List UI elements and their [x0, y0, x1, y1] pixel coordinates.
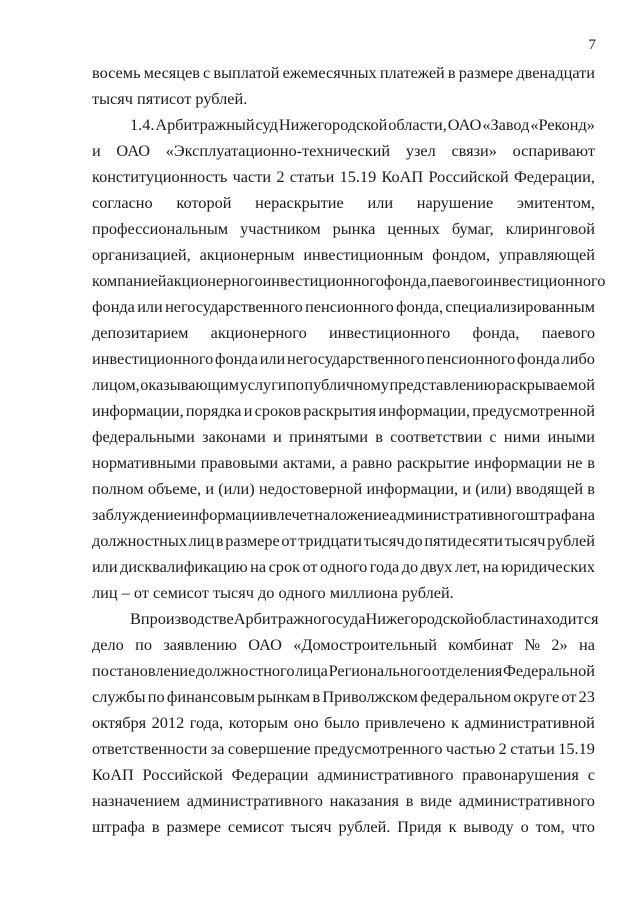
- text-line: [92, 452, 595, 474]
- word: заблуждение: [92, 505, 181, 524]
- word: фонда: [92, 297, 135, 316]
- page-number: 7: [588, 37, 596, 53]
- word: двенадцати: [516, 63, 595, 82]
- word: о: [520, 817, 529, 836]
- word: ответственности: [92, 739, 208, 758]
- word: КоАП: [381, 167, 424, 186]
- word: негосударственного: [287, 349, 425, 368]
- text-line: [92, 660, 595, 682]
- word: штрафа: [92, 817, 145, 836]
- word: 15.19: [558, 739, 595, 758]
- word: 23: [578, 687, 595, 706]
- word: лиц: [188, 531, 215, 550]
- word: размере: [225, 531, 280, 550]
- word: выплатой: [213, 63, 280, 82]
- word: фонда,: [472, 323, 520, 342]
- word: 2012: [151, 713, 185, 732]
- word: акционерного: [210, 323, 307, 342]
- word: клиринговой: [505, 219, 595, 238]
- word: информации,: [366, 479, 459, 498]
- word: или: [92, 557, 118, 576]
- word: влечет: [269, 505, 314, 524]
- text-line: [92, 374, 595, 396]
- word: депозитарием: [92, 323, 189, 342]
- text-line: [92, 192, 595, 214]
- word: либо: [561, 349, 595, 368]
- word: восемь: [92, 63, 141, 82]
- word: 15.19: [339, 167, 377, 186]
- word: месяцев: [143, 63, 200, 82]
- word: Арбитражного: [233, 609, 336, 628]
- word: ОАО: [447, 115, 482, 134]
- word: на: [250, 557, 267, 576]
- word: части: [232, 167, 272, 186]
- word: в: [405, 791, 414, 810]
- word: актами,: [282, 453, 336, 472]
- word: порядка: [185, 401, 242, 420]
- text-line: [92, 140, 595, 162]
- word: пенсионного: [426, 349, 516, 368]
- word: ОАО: [116, 141, 151, 160]
- word: платежей: [379, 63, 445, 82]
- word: представлению: [389, 375, 496, 394]
- word: недостоверной: [258, 479, 363, 498]
- word: Российской: [142, 765, 223, 784]
- word: согласно: [92, 193, 153, 212]
- word: штрафа: [525, 505, 579, 524]
- word: 2: [498, 739, 507, 758]
- word: размере: [458, 63, 514, 82]
- word: фондом,: [432, 245, 491, 264]
- word: объеме,: [147, 479, 202, 498]
- word: административной: [464, 713, 595, 732]
- word: в: [151, 817, 160, 836]
- text-line: тысяч пятисот рублей.: [92, 89, 248, 108]
- word: было: [324, 713, 360, 732]
- word: размере: [166, 817, 221, 836]
- word: года: [369, 557, 400, 576]
- word: по: [147, 687, 165, 706]
- word: том,: [535, 817, 565, 836]
- word: должностного: [196, 661, 295, 680]
- word: с: [489, 427, 497, 446]
- text-line: [92, 62, 595, 84]
- word: паевого: [541, 323, 595, 342]
- word: наказания: [329, 791, 400, 810]
- word: инвестиционного: [92, 349, 214, 368]
- word: которым: [228, 713, 289, 732]
- word: или: [259, 349, 286, 368]
- word: на: [482, 557, 499, 576]
- word: предусмотренной: [472, 401, 595, 420]
- word: постановление: [92, 661, 196, 680]
- word: лицом,: [92, 375, 140, 394]
- text-line: [92, 816, 595, 838]
- word: 1.4.: [130, 115, 155, 134]
- word: заявлению: [163, 635, 237, 654]
- word: отделения: [431, 661, 503, 680]
- word: что: [571, 817, 595, 836]
- word: специализированным: [445, 297, 595, 316]
- word: в: [587, 453, 595, 472]
- word: от: [281, 531, 297, 550]
- word: (или): [475, 479, 512, 498]
- word: административного: [458, 791, 595, 810]
- word: или: [367, 193, 394, 212]
- text-line: [92, 322, 595, 344]
- word: рынка: [332, 219, 376, 238]
- word: в: [215, 531, 224, 550]
- word: раскрытие: [396, 453, 470, 472]
- word: одного: [320, 557, 368, 576]
- word: лица: [295, 661, 328, 680]
- word: вводящей: [515, 479, 584, 498]
- text-line: [92, 270, 606, 292]
- word: правовыми: [200, 453, 279, 472]
- word: фонда: [516, 349, 560, 368]
- word: раскрываемой: [496, 375, 595, 394]
- text-line: [92, 764, 595, 786]
- text-line: [92, 166, 595, 188]
- word: привлечено: [365, 713, 446, 732]
- word: и: [462, 479, 472, 498]
- word: рынкам: [257, 687, 311, 706]
- word: суда: [335, 609, 366, 628]
- word: Приволжском: [322, 687, 418, 706]
- word: паевого: [430, 271, 485, 290]
- word: В: [130, 609, 141, 628]
- word: федеральном: [420, 687, 512, 706]
- word: Нижегородской: [365, 609, 474, 628]
- word: производстве: [140, 609, 234, 628]
- word: предусмотренного: [314, 739, 443, 758]
- word: принятыми: [289, 427, 368, 446]
- word: тысяч: [504, 531, 546, 550]
- word: округе: [513, 687, 560, 706]
- word: законами: [202, 427, 266, 446]
- word: услуги: [239, 375, 287, 394]
- word: в: [587, 479, 595, 498]
- paragraph-first-line: [130, 608, 599, 630]
- word: публичному: [304, 375, 389, 394]
- word: ежемесячных: [282, 63, 377, 82]
- word: «Эксплуатационно-технический: [165, 141, 391, 160]
- word: информации: [474, 453, 562, 472]
- word: раскрытия: [303, 401, 377, 420]
- word: соответствии: [390, 427, 483, 446]
- word: в: [375, 427, 383, 446]
- word: к: [450, 713, 459, 732]
- word: области,: [388, 115, 447, 134]
- word: выводу: [463, 817, 514, 836]
- word: Регионального: [328, 661, 432, 680]
- word: лет,: [454, 557, 481, 576]
- word: профессиональным: [92, 219, 229, 238]
- word: службы: [92, 687, 146, 706]
- word: и: [205, 479, 215, 498]
- word: комбинат: [448, 635, 514, 654]
- word: двух: [420, 557, 453, 576]
- paragraph-first-line: [130, 114, 595, 136]
- word: ОАО: [248, 635, 282, 654]
- text-line: [92, 634, 595, 656]
- word: на: [579, 635, 595, 654]
- word: №: [524, 635, 541, 654]
- word: инвестиционного: [328, 323, 451, 342]
- word: дисквалификацию: [120, 557, 248, 576]
- text-line: [92, 504, 595, 526]
- word: и: [243, 401, 253, 420]
- text-line: [92, 530, 595, 552]
- word: бумаг,: [451, 219, 494, 238]
- word: октября: [92, 713, 147, 732]
- text-line: [92, 738, 595, 760]
- word: Нижегородской: [278, 115, 388, 134]
- word: и: [92, 141, 101, 160]
- word: рублей.: [338, 817, 391, 836]
- text-line: [92, 400, 595, 422]
- text-line: [92, 244, 595, 266]
- word: фонда,: [383, 271, 431, 290]
- word: административного: [389, 505, 526, 524]
- text-line: [92, 426, 595, 448]
- word: федеральными: [92, 427, 195, 446]
- word: оказывающим: [140, 375, 240, 394]
- word: виде: [420, 791, 453, 810]
- word: участником: [240, 219, 321, 238]
- word: тысяч: [363, 531, 405, 550]
- word: конституционность: [92, 167, 228, 186]
- word: «Завод: [482, 115, 530, 134]
- word: не: [566, 453, 583, 472]
- word: а: [340, 453, 348, 472]
- word: Федерации,: [513, 167, 595, 186]
- word: акционерным: [199, 245, 295, 264]
- word: от: [302, 557, 318, 576]
- word: управляющей: [499, 245, 595, 264]
- word: ними: [503, 427, 541, 446]
- word: семисот: [227, 817, 284, 836]
- word: которой: [176, 193, 232, 212]
- word: фонда,: [396, 297, 444, 316]
- word: административного: [186, 791, 323, 810]
- word: ценных: [387, 219, 440, 238]
- word: статьи: [510, 739, 555, 758]
- word: в: [312, 687, 321, 706]
- word: юридических: [501, 557, 595, 576]
- word: оно: [293, 713, 319, 732]
- word: находится: [528, 609, 599, 628]
- word: компанией: [92, 271, 167, 290]
- word: инвестиционного: [484, 271, 606, 290]
- word: рублей: [547, 531, 595, 550]
- word: года,: [189, 713, 224, 732]
- word: финансовым: [166, 687, 256, 706]
- word: инвестиционного: [262, 271, 384, 290]
- word: к: [448, 817, 457, 836]
- word: эмитентом,: [516, 193, 595, 212]
- word: назначением: [92, 791, 181, 810]
- word: оспаривают: [512, 141, 595, 160]
- word: пятидесяти: [424, 531, 503, 550]
- word: должностных: [92, 531, 187, 550]
- text-line: [92, 218, 595, 240]
- word: или: [137, 297, 163, 316]
- word: «Домостроительный: [293, 635, 437, 654]
- word: информации,: [378, 401, 471, 420]
- word: нормативными: [92, 453, 196, 472]
- word: (или): [218, 479, 255, 498]
- word: нераскрытие: [255, 193, 344, 212]
- word: связи»: [451, 141, 497, 160]
- text-line: лиц – от семисот тысяч до одного миллиона рублей.: [92, 583, 454, 602]
- word: 2: [276, 167, 285, 186]
- word: наложение: [314, 505, 390, 524]
- word: дело: [92, 635, 124, 654]
- word: совершение: [227, 739, 311, 758]
- text-line: [92, 348, 595, 370]
- word: сроков: [254, 401, 302, 420]
- word: полном: [92, 479, 144, 498]
- word: акционерного: [166, 271, 263, 290]
- word: информации: [181, 505, 269, 524]
- word: частью: [445, 739, 496, 758]
- word: Придя: [397, 817, 442, 836]
- word: узел: [405, 141, 436, 160]
- word: от: [561, 687, 577, 706]
- word: правонарушения: [462, 765, 579, 784]
- word: Арбитражный: [155, 115, 255, 134]
- word: инвестиционным: [303, 245, 424, 264]
- word: с: [203, 63, 211, 82]
- word: организацией,: [92, 245, 191, 264]
- word: пенсионного: [305, 297, 394, 316]
- word: административного: [317, 765, 454, 784]
- word: Федеральной: [502, 661, 595, 680]
- text-line: [92, 478, 595, 500]
- text-line: [92, 686, 595, 708]
- word: 2»: [551, 635, 568, 654]
- word: за: [210, 739, 225, 758]
- text-line: [92, 556, 595, 578]
- word: нарушение: [416, 193, 494, 212]
- word: по: [287, 375, 304, 394]
- word: с: [587, 765, 595, 784]
- word: статьи: [289, 167, 335, 186]
- word: равно: [352, 453, 393, 472]
- text-line: [92, 790, 595, 812]
- word: фонда: [215, 349, 258, 368]
- word: по: [135, 635, 152, 654]
- word: до: [401, 557, 419, 576]
- word: и: [273, 427, 282, 446]
- word: Федерации: [231, 765, 309, 784]
- word: до: [406, 531, 423, 550]
- word: КоАП: [92, 765, 134, 784]
- word: иными: [547, 427, 595, 446]
- word: информации,: [92, 401, 184, 420]
- word: негосударственного: [165, 297, 303, 316]
- word: срок: [268, 557, 300, 576]
- text-line: [92, 296, 595, 318]
- word: тысяч: [290, 817, 332, 836]
- word: области: [473, 609, 529, 628]
- word: тридцати: [298, 531, 362, 550]
- word: Российской: [428, 167, 509, 186]
- word: суд: [255, 115, 278, 134]
- word: «Реконд»: [530, 115, 595, 134]
- word: на: [579, 505, 595, 524]
- text-line: [92, 712, 595, 734]
- word: в: [447, 63, 456, 82]
